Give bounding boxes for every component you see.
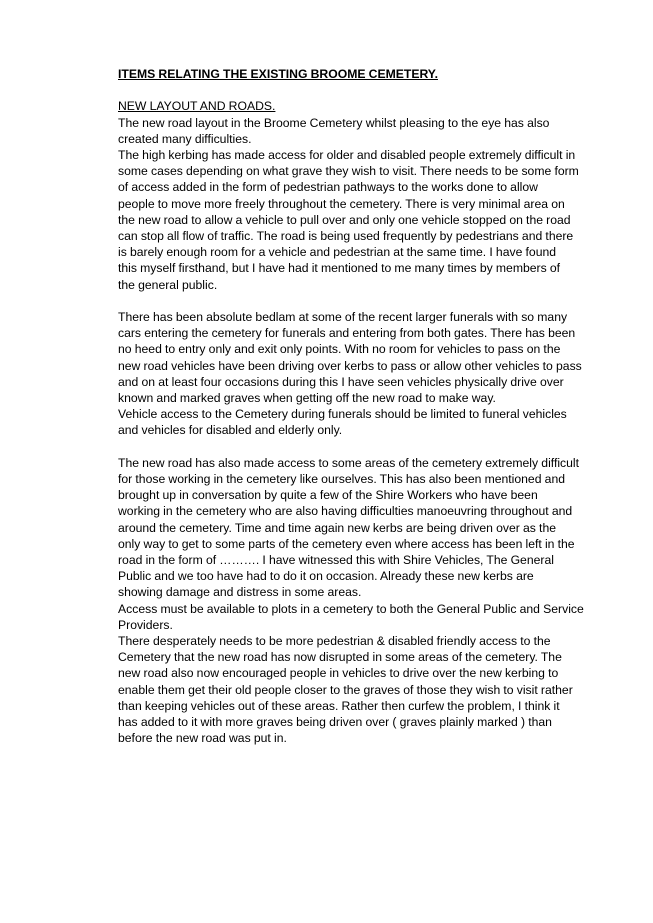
text-line: Public and we too have had to do it on occasion. Already these new kerbs are (118, 569, 534, 584)
text-line: The new road has also made access to some areas of the cemetery extremely difficult (118, 455, 579, 470)
text-line: working in the cemetery who are also having difficulties manoeuvring throughout and (118, 504, 573, 519)
text-line: created many difficulties. (118, 131, 252, 146)
text-line: road in the form of ………. I have witnessed this with Shire Vehicles, The General (118, 553, 554, 568)
paragraph (118, 406, 588, 438)
text-line: some cases depending on what grave they wish to visit. There needs to be some form (118, 164, 579, 179)
text-line: and on at least four occasions during this I have seen vehicles physically drive over (118, 374, 564, 389)
text-line: before the new road was put in. (118, 731, 287, 746)
text-line: showing damage and distress in some areas. (118, 585, 362, 600)
text-line: has added to it with more graves being driven over ( graves plainly marked ) than (118, 715, 552, 730)
text-line: new road also now encouraged people in vehicles to drive over the new kerbing to (118, 666, 559, 681)
text-line: Providers. (118, 617, 173, 632)
paragraph-list (118, 115, 588, 747)
text-line: this myself firsthand, but I have had it mentioned to me many times by members of (118, 261, 561, 276)
text-line: and vehicles for disabled and elderly only. (118, 423, 343, 438)
text-line: cars entering the cemetery for funerals and entering from both gates. There has been (118, 326, 576, 341)
text-line: no heed to entry only and exit only points. With no room for vehicles to pass on the (118, 342, 561, 357)
paragraph (118, 455, 588, 601)
document-body (118, 66, 588, 746)
text-line: Vehicle access to the Cemetery during funerals should be limited to funeral vehicles (118, 407, 567, 422)
text-line: Cemetery that the new road has now disrupted in some areas of the cemetery. The (118, 650, 562, 665)
text-line: for those working in the cemetery like ourselves. This has also been mentioned and (118, 472, 566, 487)
text-line: of access added in the form of pedestrian pathways to the works done to allow (118, 180, 538, 195)
text-line: There has been absolute bedlam at some of the recent larger funerals with so many (118, 310, 568, 325)
text-line: people to move more freely throughout the cemetery. There is very minimal area on (118, 196, 565, 211)
text-line: The new road layout in the Broome Cemetery whilst pleasing to the eye has also (118, 115, 550, 130)
text-line: The high kerbing has made access for older and disabled people extremely difficult in (118, 148, 576, 162)
paragraph (118, 147, 588, 293)
text-line: is barely enough room for a vehicle and pedestrian at the same time. I have found (118, 245, 557, 260)
text-line: only way to get to some parts of the cemetery even where access has been left in the (118, 536, 575, 551)
document-title: ITEMS RELATING THE EXISTING BROOME CEMETERY. (118, 67, 438, 81)
text-line: than keeping vehicles out of these areas. Rather then curfew the problem, I think it (118, 698, 560, 713)
text-line: the new road to allow a vehicle to pull over and only one vehicle stopped on the road (118, 212, 571, 227)
text-line: known and marked graves when getting off the new road to make way. (118, 391, 496, 406)
text-line: Access must be available to plots in a cemetery to both the General Public and Service (118, 601, 584, 616)
text-line: brought up in conversation by quite a few of the Shire Workers who have been (118, 488, 538, 503)
paragraph (118, 309, 588, 406)
paragraph (118, 601, 588, 633)
text-line: new road vehicles have been driving over kerbs to pass or allow other vehicles to pass (118, 358, 582, 373)
paragraph (118, 633, 588, 746)
text-line: around the cemetery. Time and time again new kerbs are being driven over as the (118, 520, 556, 535)
text-line: can stop all flow of traffic. The road is being used frequently by pedestrians and there (118, 229, 574, 244)
text-line: enable them get their old people closer to the graves of those they wish to visit rather (118, 682, 573, 697)
section-heading: NEW LAYOUT AND ROADS. (118, 99, 276, 114)
paragraph-spacer (118, 439, 588, 455)
text-line: the general public. (118, 277, 218, 292)
paragraph-spacer (118, 293, 588, 309)
paragraph (118, 115, 588, 147)
text-line: There desperately needs to be more pedestrian & disabled friendly access to the (118, 634, 551, 649)
